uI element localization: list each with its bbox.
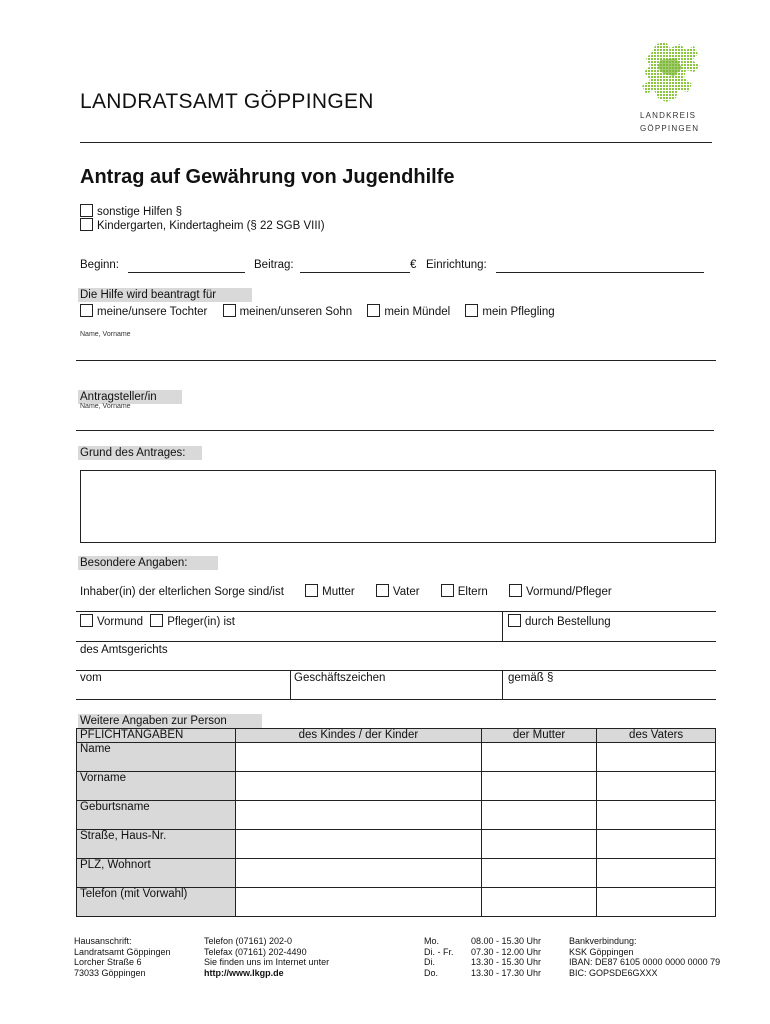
table-cell[interactable] — [481, 801, 596, 830]
table-cell[interactable] — [236, 859, 482, 888]
sorge-mutter[interactable]: Mutter — [305, 586, 355, 598]
option-sonstige[interactable]: sonstige Hilfen § — [80, 204, 182, 218]
table-row — [77, 888, 716, 917]
table-cell[interactable] — [236, 888, 482, 917]
row-divider — [76, 670, 716, 671]
column-header: PFLICHTANGABEN — [77, 729, 236, 743]
cell-divider — [502, 670, 503, 699]
vom-label: vom — [80, 672, 102, 684]
row-label: Geburtsname — [77, 801, 236, 830]
footer-line: 07.30 - 12.00 Uhr — [471, 946, 542, 957]
row-divider — [76, 611, 716, 612]
lion-logo-icon — [636, 40, 706, 108]
footer-hours — [471, 936, 541, 978]
footer-line: Di. — [424, 957, 435, 967]
table-cell[interactable] — [236, 801, 482, 830]
row-label: Telefon (mit Vorwahl) — [77, 888, 236, 917]
authority-title: LANDRATSAMT GÖPPINGEN — [80, 90, 374, 113]
table-cell[interactable] — [597, 888, 716, 917]
hilfe-header: Die Hilfe wird beantragt für — [78, 288, 252, 302]
table-row — [77, 772, 716, 801]
grund-textarea[interactable] — [80, 470, 716, 543]
table-cell[interactable] — [481, 830, 596, 859]
footer-line: 73033 Göppingen — [74, 967, 146, 978]
table-header-row — [77, 729, 716, 743]
choice-sohn[interactable]: meinen/unseren Sohn — [223, 306, 353, 318]
besondere-header: Besondere Angaben: — [78, 556, 218, 570]
vormund-option[interactable]: Vormund Pfleger(in) ist — [80, 614, 235, 628]
table-cell[interactable] — [597, 859, 716, 888]
row-label: Name — [77, 743, 236, 772]
person-header: Weitere Angaben zur Person — [78, 714, 262, 728]
hilfe-choices — [80, 304, 555, 318]
gemaess-label: gemäß § — [508, 672, 554, 684]
beitrag-field[interactable] — [300, 272, 410, 273]
einrichtung-label: Einrichtung: — [426, 259, 487, 271]
checkbox[interactable] — [376, 584, 389, 597]
footer-line: Landratsamt Göppingen — [74, 946, 171, 957]
beginn-field[interactable] — [128, 272, 245, 273]
checkbox[interactable] — [80, 218, 93, 231]
footer-contact — [204, 936, 329, 978]
column-header: des Vaters — [597, 729, 716, 743]
footer-line: Hausanschrift: — [74, 936, 132, 946]
footer-line: BIC: GOPSDE6GXXX — [569, 967, 658, 978]
footer-address — [74, 936, 171, 978]
table-cell[interactable] — [481, 888, 596, 917]
checkbox[interactable] — [80, 614, 93, 627]
table-row — [77, 830, 716, 859]
column-header: des Kindes / der Kinder — [236, 729, 482, 743]
sorge-eltern[interactable]: Eltern — [441, 586, 488, 598]
footer-line: Lorcher Straße 6 — [74, 957, 142, 967]
footer-line: Telefon (07161) 202-0 — [204, 936, 293, 946]
choice-muendel[interactable]: mein Mündel — [367, 306, 450, 318]
sorge-row — [80, 584, 612, 598]
table-row — [77, 859, 716, 888]
footer-days — [424, 936, 454, 978]
beginn-label: Beginn: — [80, 259, 120, 271]
footer-line: Bankverbindung: — [569, 936, 637, 946]
antragsteller-field[interactable] — [76, 430, 714, 431]
cell-divider — [290, 670, 291, 699]
table-cell[interactable] — [236, 743, 482, 772]
footer-line: Di. - Fr. — [424, 946, 454, 957]
footer-line: IBAN: DE87 6105 0000 0000 0000 79 — [569, 957, 721, 967]
child-name-field[interactable] — [76, 360, 716, 361]
row-divider — [76, 699, 716, 700]
checkbox[interactable] — [150, 614, 163, 627]
checkbox[interactable] — [509, 584, 522, 597]
sorge-vormund-pfleger[interactable]: Vormund/Pfleger — [509, 586, 612, 598]
table-cell[interactable] — [597, 801, 716, 830]
table-cell[interactable] — [597, 743, 716, 772]
table-cell[interactable] — [481, 859, 596, 888]
row-label: Vorname — [77, 772, 236, 801]
grund-header: Grund des Antrages: — [78, 446, 202, 460]
row-label: PLZ, Wohnort — [77, 859, 236, 888]
checkbox[interactable] — [367, 304, 380, 317]
beitrag-label: Beitrag: — [254, 259, 294, 271]
table-cell[interactable] — [236, 830, 482, 859]
footer-line: 13.30 - 17.30 Uhr — [471, 967, 542, 978]
choice-pflegling[interactable]: mein Pflegling — [465, 306, 554, 318]
option-kindergarten[interactable]: Kindergarten, Kindertagheim (§ 22 SGB VIII) — [80, 218, 325, 232]
checkbox[interactable] — [441, 584, 454, 597]
logo-text-2: GÖPPINGEN — [640, 124, 700, 133]
website-link[interactable]: http://www.lkgp.de — [204, 967, 284, 978]
einrichtung-field[interactable] — [496, 272, 704, 273]
table-row — [77, 743, 716, 772]
form-title: Antrag auf Gewährung von Jugendhilfe — [80, 166, 455, 188]
table-row — [77, 801, 716, 830]
geschaeftszeichen-label: Geschäftszeichen — [294, 672, 386, 684]
antragsteller-name-hint: Name, Vorname — [80, 403, 131, 410]
footer-line: Telefax (07161) 202-4490 — [204, 946, 307, 957]
logo-text-1: LANDKREIS — [640, 111, 697, 120]
cell-divider — [502, 611, 503, 641]
amtsgericht-label: des Amtsgerichts — [80, 644, 168, 656]
checkbox[interactable] — [80, 304, 93, 317]
checkbox[interactable] — [508, 614, 521, 627]
footer-bank — [569, 936, 720, 978]
bestellung-option[interactable]: durch Bestellung — [508, 614, 611, 628]
antragsteller-header: Antragsteller/in — [78, 390, 182, 404]
footer-line: Mo. — [424, 936, 440, 946]
checkbox[interactable] — [465, 304, 478, 317]
row-label: Straße, Haus-Nr. — [77, 830, 236, 859]
sorge-vater[interactable]: Vater — [376, 586, 420, 598]
column-header: der Mutter — [481, 729, 596, 743]
table-cell[interactable] — [481, 743, 596, 772]
table-cell[interactable] — [481, 772, 596, 801]
choice-tochter[interactable]: meine/unsere Tochter — [80, 306, 207, 318]
row-divider — [76, 641, 716, 642]
table-cell[interactable] — [236, 772, 482, 801]
euro-sign: € — [410, 259, 417, 271]
checkbox[interactable] — [305, 584, 318, 597]
table-cell[interactable] — [597, 772, 716, 801]
checkbox[interactable] — [223, 304, 236, 317]
child-name-hint: Name, Vorname — [80, 331, 131, 338]
footer-line: 13.30 - 15.30 Uhr — [471, 957, 542, 967]
footer-line: 08.00 - 15.30 Uhr — [471, 936, 542, 946]
sorge-label: Inhaber(in) der elterlichen Sorge sind/ist — [80, 586, 284, 598]
footer-line: Sie finden uns im Internet unter — [204, 957, 330, 967]
checkbox[interactable] — [80, 204, 93, 217]
footer-line: KSK Göppingen — [569, 946, 634, 957]
table-cell[interactable] — [597, 830, 716, 859]
person-table — [76, 728, 716, 917]
header-divider — [80, 142, 712, 143]
footer-line: Do. — [424, 967, 439, 978]
